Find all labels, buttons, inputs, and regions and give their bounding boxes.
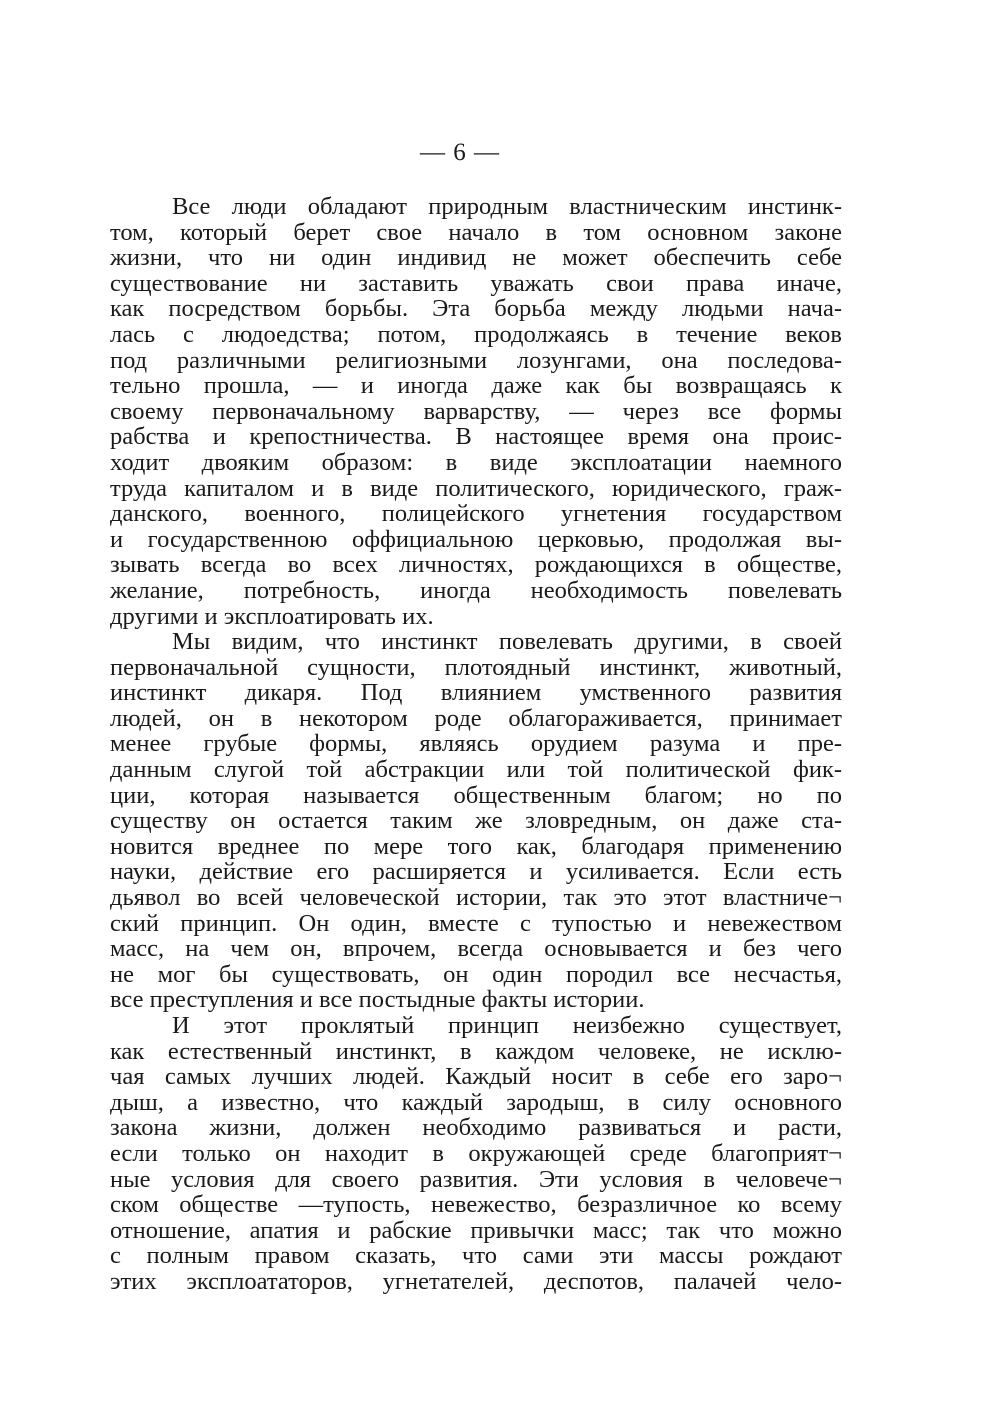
text-line: и государственною оффициальною церковью, продолжая вы- [110, 525, 842, 553]
text-line: данского, военного, полицейского угнетения государством [110, 500, 842, 528]
text-line: науки, действие его расширяется и усиливается. Если есть [110, 858, 842, 886]
paragraph-1 [110, 194, 842, 629]
text-line: с полным правом сказать, что сами эти массы рождают [110, 1242, 842, 1270]
text-line: жизни, что ни один индивид не может обеспечить себе [110, 244, 842, 272]
body-text [110, 194, 842, 1295]
text-line: другими и эксплоатировать их. [110, 602, 434, 630]
text-line: инстинкт дикаря. Под влиянием умственного развития [110, 679, 842, 707]
text-line: этих эксплоататоров, угнетателей, деспотов, палачей чело- [110, 1267, 842, 1295]
paragraph-3 [110, 1013, 842, 1295]
text-line: новится вреднее по мере того как, благодаря применению [110, 832, 842, 860]
text-line: не мог бы существовать, он один породил все несчастья, [110, 960, 842, 988]
text-line: первоначальной сущности, плотоядный инстинкт, животный, [110, 653, 842, 681]
text-line: отношение, апатия и рабские привычки масс; так что можно [110, 1216, 842, 1244]
text-line: масс, на чем он, впрочем, всегда основывается и без чего [110, 935, 842, 963]
text-line: ходит двояким образом: в виде эксплоатации наемного [110, 448, 842, 476]
text-line: закона жизни, должен необходимо развиваться и расти, [110, 1114, 842, 1142]
text-line: данным слугой той абстракции или той политической фик- [110, 756, 842, 784]
text-line: под различными религиозными лозунгами, она последова- [110, 346, 842, 374]
text-line: дыш, а известно, что каждый зародыш, в силу основного [110, 1088, 842, 1116]
text-line: Мы видим, что инстинкт повелевать другими, в своей [172, 628, 842, 656]
text-line: как естественный инстинкт, в каждом человеке, не исклю- [110, 1037, 842, 1065]
text-line: тельно прошла, — и иногда даже как бы возвращаясь к [110, 372, 842, 400]
text-line: как посредством борьбы. Эта борьба между людьми нача- [110, 295, 842, 323]
text-line: дьявол во всей человеческой истории, так это этот властниче¬ [110, 884, 842, 912]
text-line: ском обществе —тупость, невежество, безразличное ко всему [110, 1191, 842, 1219]
text-line: чая самых лучших людей. Каждый носит в себе его заро¬ [110, 1063, 842, 1091]
text-line: труда капиталом и в виде политического, юридического, граж- [110, 474, 842, 502]
text-line: том, который берет свое начало в том основном законе [110, 218, 842, 246]
text-line: И этот проклятый принцип неизбежно существует, [172, 1012, 842, 1039]
text-line: лась с людоедства; потом, продолжаясь в течение веков [110, 320, 842, 348]
text-line: ные условия для своего развития. Эти условия в человече¬ [110, 1165, 842, 1193]
page-number: — 6 — [420, 139, 500, 166]
text-line: желание, потребность, иногда необходимость повелевать [110, 576, 842, 604]
text-line: все преступления и все постыдные факты истории. [110, 986, 645, 1014]
text-line: существу он остается таким же зловредным, он даже ста- [110, 807, 842, 835]
paragraph-2 [110, 629, 842, 1013]
text-line: ции, которая называется общественным благом; но по [110, 781, 842, 809]
text-line: людей, он в некотором роде облагораживается, принимает [110, 704, 842, 732]
text-line: существование ни заставить уважать свои права иначе, [110, 269, 842, 297]
text-line: своему первоначальному варварству, — через все формы [110, 397, 842, 425]
text-line: зывать всегда во всех личностях, рождающихся в обществе, [110, 551, 842, 579]
text-line: рабства и крепостничества. В настоящее время она проис- [110, 423, 842, 451]
text-line: ский принцип. Он один, вместе с тупостью и невежеством [110, 909, 842, 937]
text-line: если только он находит в окружающей среде благоприят¬ [110, 1139, 842, 1167]
text-line: менее грубые формы, являясь орудием разума и пре- [110, 730, 842, 758]
text-line: Все люди обладают природным властническим инстинк- [172, 193, 842, 220]
